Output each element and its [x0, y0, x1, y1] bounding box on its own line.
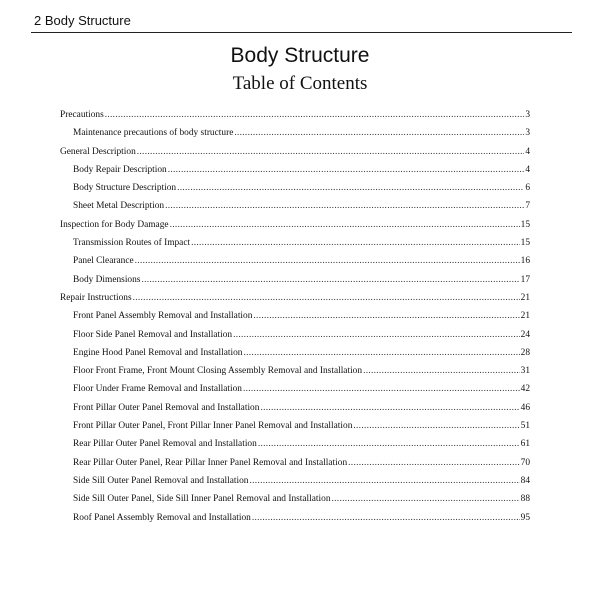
toc-entry-title: Front Pillar Outer Panel, Front Pillar Inner Panel Removal and Installation — [73, 421, 353, 432]
toc-page-number: 3 — [525, 128, 530, 139]
dot-leader — [244, 344, 520, 362]
toc-subsection-entry[interactable] — [60, 271, 530, 289]
toc-subsection-entry[interactable] — [60, 344, 530, 362]
toc-subsection-entry[interactable] — [60, 490, 530, 508]
dot-leader — [253, 307, 519, 325]
toc-section-entry[interactable] — [60, 216, 530, 234]
toc-subsection-entry[interactable] — [60, 472, 530, 490]
toc-page-number: 61 — [520, 439, 530, 450]
toc-page-number: 15 — [520, 219, 530, 230]
toc-entry-title: Engine Hood Panel Removal and Installation — [73, 347, 243, 358]
toc-section-entry[interactable] — [60, 289, 530, 307]
toc-entry-title: Floor Under Frame Removal and Installation — [73, 384, 242, 395]
toc-entry-title: General Description — [60, 146, 136, 157]
toc-entry-title: Roof Panel Assembly Removal and Installation — [73, 512, 251, 523]
dot-leader — [168, 161, 525, 179]
dot-leader — [165, 197, 524, 215]
running-header-title: 2 Body Structure — [34, 13, 131, 28]
toc-page-number: 31 — [520, 366, 530, 377]
dot-leader — [260, 399, 519, 417]
toc-page-number: 88 — [520, 494, 530, 505]
dot-leader — [141, 271, 519, 289]
toc-entry-title: Side Sill Outer Panel, Side Sill Inner Panel Removal and Installation — [73, 494, 331, 505]
toc-page-number: 42 — [520, 384, 530, 395]
running-header — [0, 0, 600, 33]
toc-page-number: 95 — [520, 512, 530, 523]
toc-entry-title: Sheet Metal Description — [73, 201, 165, 212]
toc-subsection-entry[interactable] — [60, 161, 530, 179]
toc-page-number: 3 — [525, 110, 530, 120]
toc-subsection-entry[interactable] — [60, 252, 530, 270]
toc-entry-title: Front Pillar Outer Panel Removal and Installation — [73, 402, 260, 413]
dot-leader — [243, 380, 520, 398]
toc-subsection-entry[interactable] — [60, 307, 530, 325]
dot-leader — [258, 435, 520, 453]
toc-subsection-entry[interactable] — [60, 362, 530, 380]
toc-subsection-entry[interactable] — [60, 454, 530, 472]
dot-leader — [105, 106, 525, 124]
toc-page-number: 4 — [525, 146, 530, 157]
toc-subsection-entry[interactable] — [60, 326, 530, 344]
toc-entry-title: Precautions — [60, 110, 104, 120]
toc-entry-title: Maintenance precautions of body structure — [73, 128, 234, 139]
toc-page-number: 24 — [520, 329, 530, 340]
dot-leader — [332, 490, 520, 508]
toc-page-number: 21 — [520, 292, 530, 303]
toc-page-number: 70 — [520, 457, 530, 468]
toc-entry-title: Inspection for Body Damage — [60, 219, 169, 230]
toc-entry-title: Floor Front Frame, Front Mount Closing Assembly Removal and Installation — [73, 366, 363, 377]
toc-entry-title: Transmission Routes of Impact — [73, 238, 191, 249]
toc-subsection-entry[interactable] — [60, 234, 530, 252]
dot-leader — [135, 252, 520, 270]
dot-leader — [177, 179, 524, 197]
toc-entry-title: Body Structure Description — [73, 183, 177, 194]
dot-leader — [250, 472, 520, 490]
toc-subsection-entry[interactable] — [60, 417, 530, 435]
dot-leader — [348, 454, 519, 472]
toc-subsection-entry[interactable] — [60, 197, 530, 215]
toc-entry-title: Front Panel Assembly Removal and Installation — [73, 311, 253, 322]
dot-leader — [252, 509, 520, 527]
toc-entry-title: Side Sill Outer Panel Removal and Installation — [73, 475, 249, 486]
dot-leader — [170, 216, 520, 234]
dot-leader — [234, 124, 524, 142]
toc-subsection-entry[interactable] — [60, 399, 530, 417]
toc-page-number: 51 — [520, 421, 530, 432]
toc-page-number: 4 — [525, 164, 530, 175]
toc-entry-title: Panel Clearance — [73, 256, 134, 267]
toc-section-entry[interactable] — [60, 106, 530, 124]
toc-page-number: 7 — [525, 201, 530, 212]
toc-page-number: 21 — [520, 311, 530, 322]
toc-page-number: 28 — [520, 347, 530, 358]
toc-subsection-entry[interactable] — [60, 179, 530, 197]
document-subtitle: Table of Contents — [232, 73, 368, 94]
table-of-contents — [60, 106, 530, 527]
toc-page-number: 15 — [520, 238, 530, 249]
dot-leader — [353, 417, 519, 435]
toc-page-number: 17 — [520, 274, 530, 285]
toc-entry-title: Rear Pillar Outer Panel, Rear Pillar Inner Panel Removal and Installation — [73, 457, 348, 468]
header-rule — [31, 32, 572, 33]
toc-page-number: 46 — [520, 402, 530, 413]
toc-entry-title: Rear Pillar Outer Panel Removal and Installation — [73, 439, 257, 450]
toc-subsection-entry[interactable] — [60, 380, 530, 398]
toc-page-number: 84 — [520, 475, 530, 486]
dot-leader — [363, 362, 520, 380]
toc-entry-title: Repair Instructions — [60, 292, 132, 303]
toc-entry-title: Body Dimensions — [73, 274, 141, 285]
dot-leader — [191, 234, 520, 252]
toc-entry-title: Body Repair Description — [73, 164, 167, 175]
toc-subsection-entry[interactable] — [60, 509, 530, 527]
toc-subsection-entry[interactable] — [60, 124, 530, 142]
dot-leader — [233, 326, 520, 344]
toc-page-number: 16 — [520, 256, 530, 267]
toc-entry-title: Floor Side Panel Removal and Installation — [73, 329, 233, 340]
toc-page-number: 6 — [525, 183, 530, 194]
dot-leader — [133, 289, 520, 307]
document-title: Body Structure — [230, 44, 370, 67]
dot-leader — [137, 143, 525, 161]
toc-section-entry[interactable] — [60, 143, 530, 161]
toc-subsection-entry[interactable] — [60, 435, 530, 453]
